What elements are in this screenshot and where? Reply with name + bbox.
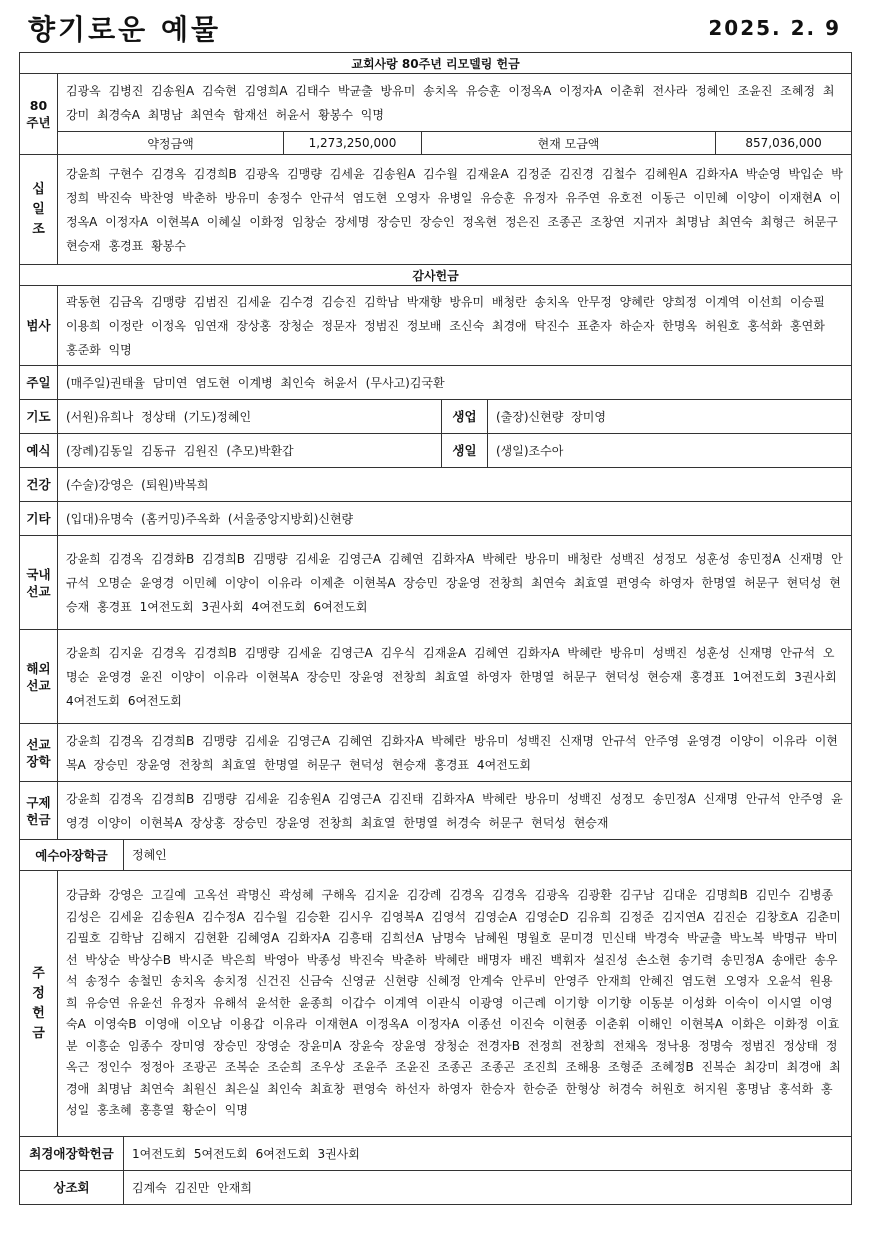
names-80th: 김광옥 김병진 김송원A 김숙현 김영희A 김태수 박균출 방유미 송치옥 유승훈 이정옥A 이정자A 이춘휘 전사라 정혜인 조윤진 조혜정 최강미 최경숙A 최명남 최연숙 함재선 허윤서 황봉수 익명 [58, 74, 852, 132]
page-title: 향기로운 예물 [28, 13, 222, 46]
names-health: (수술)강영은 (퇴원)박복희 [58, 468, 852, 502]
names-ceremony: (장례)김동일 김동규 김원진 (추모)박환갑 [58, 434, 442, 468]
names-sunday: (매주일)권태율 담미연 염도현 이계병 최인숙 허윤서 (무사고)김국환 [58, 366, 852, 400]
current-amount: 857,036,000 [716, 132, 852, 155]
label-health: 건강 [20, 468, 58, 502]
page-header [28, 8, 841, 46]
label-scholarship-text: 선교 장학 [26, 736, 51, 769]
names-jesus-scholarship: 정혜인 [124, 840, 852, 871]
pledge-amount: 1,273,250,000 [284, 132, 422, 155]
label-prayer: 기도 [20, 400, 58, 434]
label-sunday: 주일 [20, 366, 58, 400]
names-domestic: 강윤희 김경옥 김경화B 김경희B 김맹량 김세윤 김영근A 김혜연 김화자A 박혜란 방유미 배청란 성백진 성정모 성훈성 송민정A 신재명 안규석 오명순 윤영경 이민혜 이양이 이유라 이제춘 이현복A 장승민 장윤영 전창희 최연숙 최효열 편영숙 하영자 한명열 허문구 현덕성 현승재 홍경표 1여전도회 3권사회 4여전도회 6여전도회 [58, 536, 852, 630]
names-birthday: (생일)조수아 [488, 434, 852, 468]
pledge-label: 약정금액 [58, 132, 284, 155]
names-etc: (입대)유명숙 (홈커밍)주옥화 (서울중앙지방회)신현량 [58, 502, 852, 536]
names-beomsa: 곽동현 김금옥 김맹량 김범진 김세윤 김수경 김승진 김학남 박재향 방유미 배청란 송치옥 안무정 양혜란 양희정 이계역 이선희 이승필 이용희 이정란 이정옥 임연재 장상홍 장청순 정문자 정범진 정보배 조신숙 최경애 탁진수 표춘자 하순자 한명옥 허원호 홍석화 홍연화 홍준화 익명 [58, 286, 852, 366]
label-business: 생업 [442, 400, 488, 434]
names-tithe: 강윤희 구현수 김경옥 김경희B 김광옥 김맹량 김세윤 김송원A 김수월 김재윤A 김정준 김진경 김철수 김혜원A 김화자A 박순영 박입순 박정희 박진숙 박찬영 박춘하 방유미 송정수 안규석 염도현 오영자 유병일 유승훈 유정자 유주연 유호전 이동근 이민혜 이양이 이재현A 이정옥A 이정자A 이현복A 이혜실 이화정 임창순 장세명 장승민 장승인 정옥현 정은진 조종곤 조창연 지귀자 최명남 최연숙 최형근 허문구 현승재 홍경표 황봉수 [58, 155, 852, 265]
names-overseas: 강윤희 김지윤 김경옥 김경희B 김맹량 김세윤 김영근A 김우식 김재윤A 김혜연 김화자A 박혜란 방유미 성백진 성훈성 신재명 안규석 오명순 윤영경 윤진 이양이 이유라 이현복A 장승민 장윤영 전창희 최효열 하영자 한명열 허문구 현덕성 현승재 홍경표 1여전도회 3권사회 4여전도회 6여전도회 [58, 630, 852, 724]
label-tithe [20, 155, 58, 265]
label-ceremony: 예식 [20, 434, 58, 468]
names-business: (출장)신현량 장미영 [488, 400, 852, 434]
section-title-remodeling: 교회사랑 80주년 리모델링 헌금 [20, 53, 852, 74]
label-relief-text: 구제 헌금 [26, 794, 51, 827]
current-label: 현재 모금액 [422, 132, 716, 155]
label-domestic [20, 536, 58, 630]
label-80th [20, 74, 58, 155]
names-mutual-aid: 김계숙 김진만 안재희 [124, 1171, 852, 1205]
label-etc: 기타 [20, 502, 58, 536]
service-date: 2025. 2. 9 [708, 16, 841, 40]
label-tithe-text: 십 일 조 [32, 181, 45, 237]
label-main-offering-text: 주 정 헌 금 [32, 965, 45, 1041]
section-title-thanks: 감사헌금 [20, 265, 852, 286]
label-main-offering [20, 871, 58, 1137]
names-scholarship: 강윤희 김경옥 김경희B 김맹량 김세윤 김영근A 김혜연 김화자A 박혜란 방유미 성백진 신재명 안규석 안주영 윤영경 이양이 이유라 이현복A 장승민 장윤영 전창희 최효열 한명열 허문구 현덕성 현승재 홍경표 4여전도회 [58, 724, 852, 782]
label-beomsa: 범사 [20, 286, 58, 366]
names-main-offering: 강금화 강영은 고길예 고옥선 곽명신 곽성혜 구해옥 김지윤 김강례 김경옥 김경옥 김광옥 김광환 김구남 김대운 김명희B 김민수 김병종 김성은 김세윤 김송원A 김수정A 김수월 김승환 김시우 김영복A 김영석 김영순A 김영순D 김유희 김정준 김지연A 김진순 김창호A 김춘미 김필호 김학남 김해지 김현환 김혜영A 김화자A 김흥태 김희선A 남명숙 남혜원 명월호 문미경 민신태 박경숙 박균출 박노복 박명규 박미선 박상순 박상수B 박시준 박은희 박영아 박종성 박진숙 박춘하 박혜란 배명자 배진 백휘자 설진성 손소현 송기력 송민정A 송애란 송우석 송정수 송철민 송치옥 송치정 신건진 신금숙 신영균 신현량 신혜정 안계숙 안루비 안영주 안재희 안혜진 염도현 오영자 오윤석 원용희 유승연 유윤선 유정자 유해석 윤석한 윤종희 이갑수 이계역 이관식 이광영 이근례 이기향 이기향 이동분 이성화 이숙이 이시열 이영숙A 이영숙B 이영애 이오남 이용갑 이유라 이재현A 이정옥A 이정자A 이종선 이진숙 이현종 이춘휘 이해인 이현복A 이화은 이화정 이효분 이흥순 임종수 장미영 장승민 장영순 장윤미A 장윤숙 장윤영 장청순 전경자B 전정희 전창희 전채옥 정낙용 정명숙 정범진 정상태 정옥근 정인수 정정아 조광곤 조복순 조순희 조우상 조윤주 조윤진 조종곤 조종곤 조진희 조해용 조형준 조혜정B 진복순 최강미 최경애 최경애 최명남 최연숙 최원신 최은실 최인숙 최효창 편영숙 하선자 하영자 한승자 한승준 한형상 허경숙 허원호 허지원 홍명남 홍석화 홍성일 홍초혜 홍흥열 황순이 익명 [58, 871, 852, 1137]
label-overseas-text: 해외 선교 [26, 660, 51, 693]
label-birthday: 생일 [442, 434, 488, 468]
pledge-row [20, 132, 852, 155]
offering-table [19, 52, 852, 1205]
names-relief: 강윤희 김경옥 김경희B 김맹량 김세윤 김송원A 김영근A 김진태 김화자A 박혜란 방유미 성백진 성정모 송민정A 신재명 안규석 안주영 윤영경 이양이 이현복A 장상홍 장승민 장윤영 전창희 최효열 한명열 허경숙 허문구 현덕성 현승재 [58, 782, 852, 840]
label-scholarship [20, 724, 58, 782]
label-overseas [20, 630, 58, 724]
label-relief [20, 782, 58, 840]
label-jesus-scholarship: 예수아장학금 [20, 840, 124, 871]
label-domestic-text: 국내 선교 [26, 566, 51, 599]
names-choi-scholarship: 1여전도회 5여전도회 6여전도회 3권사회 [124, 1137, 852, 1171]
names-prayer: (서원)유희나 정상태 (기도)정혜인 [58, 400, 442, 434]
label-choi-scholarship: 최경애장학헌금 [20, 1137, 124, 1171]
label-80th-text: 80 주년 [26, 98, 51, 130]
label-mutual-aid: 상조회 [20, 1171, 124, 1205]
